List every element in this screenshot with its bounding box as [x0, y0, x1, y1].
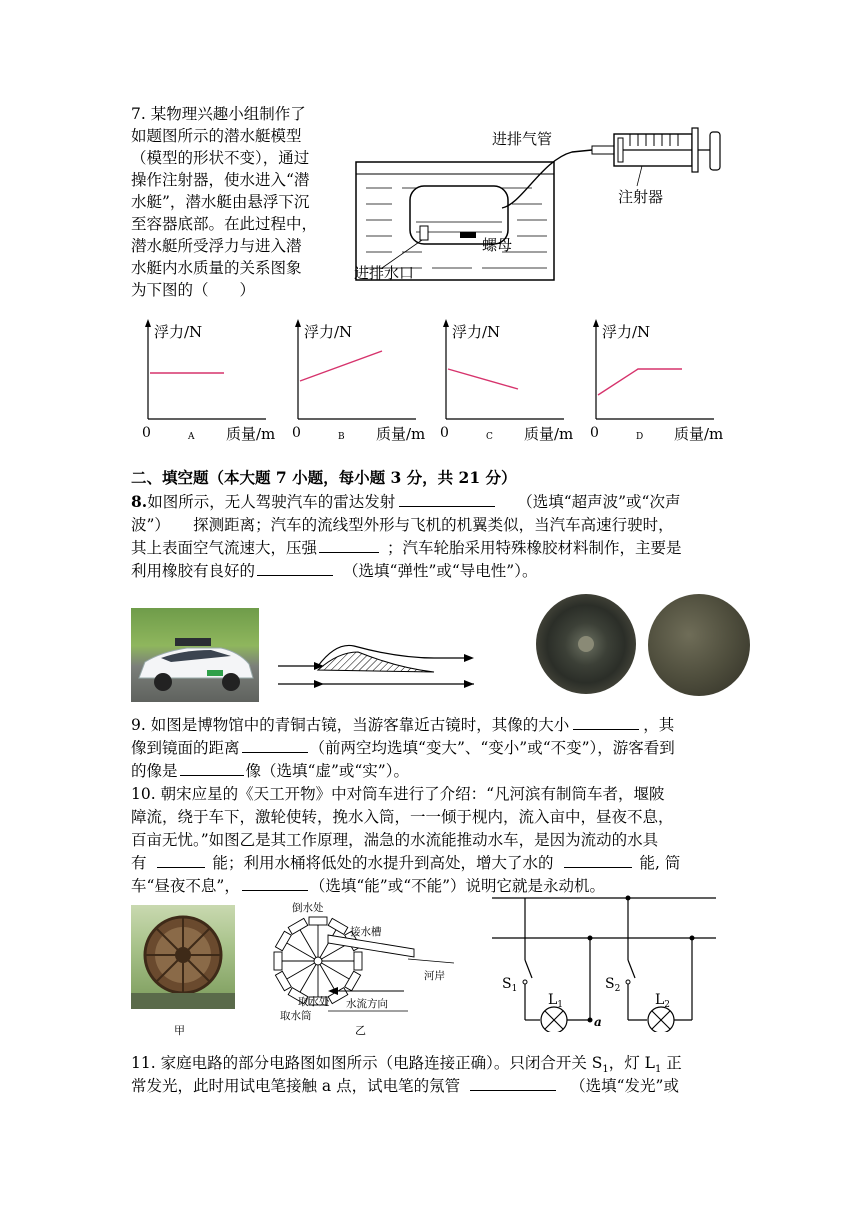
q9-blank-3[interactable] [180, 759, 244, 776]
label-bucket: 取水筒 [280, 1010, 312, 1022]
q7-line: 水艇”，潜水艇由悬浮下沉 [131, 193, 310, 211]
graph-A [142, 319, 275, 443]
q8-blank-3[interactable] [257, 559, 333, 576]
q8-text: 其上表面空气流速大，压强 [131, 539, 318, 557]
bronze-mirror-front [648, 594, 750, 696]
q11-text: 常发光，此时用试电笔接触 a 点，试电笔的氖管 [131, 1077, 461, 1095]
label-yi: 乙 [355, 1024, 366, 1037]
q9-line-3 [131, 759, 409, 781]
origin-label: 0 [292, 425, 301, 441]
water-trough [328, 935, 414, 957]
q9-text: 像到镜面的距离 [131, 739, 240, 757]
option-letter: C [486, 432, 493, 442]
y-axis-label: 浮力/N [304, 323, 353, 341]
q7-line: 潜水艇所受浮力与进入潜 [131, 237, 302, 255]
wheel-bucket [275, 971, 291, 991]
q9-blank-2[interactable] [242, 736, 308, 753]
label-point-a: a [594, 1015, 602, 1029]
q7-line: 水艇内水质量的关系图象 [131, 259, 302, 277]
bronze-mirror-back [536, 594, 636, 694]
question-7-text [131, 103, 351, 301]
label-port: 进排水口 [354, 264, 415, 282]
y-axis-label: 浮力/N [452, 323, 501, 341]
q9-text: 像（选填“虚”或“实”）。 [245, 762, 409, 780]
label-pour: 倒水处 [292, 902, 324, 914]
q8-line-1 [131, 490, 680, 512]
submarine-figure [352, 120, 732, 290]
label-s2: $S_2$ [605, 976, 621, 994]
syringe-nozzle [592, 146, 614, 154]
q8-line-3 [131, 536, 682, 558]
switch-1 [525, 960, 532, 978]
q10-line-1: 10. 朝宋应星的《天工开物》中对筒车进行了介绍：“凡河滨有制筒车者，堰陂 [131, 785, 665, 803]
q9-text: （前两空均选填“变大”、“变小”或“不变”），游客看到 [309, 739, 675, 757]
wheel-bucket [275, 931, 291, 951]
q11-sub: 1 [654, 1064, 662, 1076]
wheel-bucket [345, 971, 361, 991]
answer-graphs [130, 315, 730, 445]
x-axis-label: 质量/m [674, 425, 724, 443]
nut [460, 232, 476, 238]
buoyancy-curve [598, 369, 682, 395]
q9-text: ，其 [643, 716, 675, 734]
x-axis-label: 质量/m [376, 425, 426, 443]
q10-text: 有 [131, 854, 147, 872]
q10-line-4 [131, 851, 680, 873]
origin-label: 0 [590, 425, 599, 441]
q7-line: 操作注射器，使水进入“潜 [131, 171, 310, 189]
label-nut: 螺母 [482, 236, 513, 254]
wheel-bucket [354, 952, 362, 970]
label-syringe: 注射器 [618, 188, 664, 206]
plunger-handle [710, 132, 720, 170]
plunger-head [618, 138, 623, 162]
label-l2: $L_2$ [655, 992, 671, 1010]
q8-text: 利用橡胶有良好的 [131, 562, 256, 580]
label-flow: 水流方向 [346, 998, 388, 1010]
q8-text: （选填“超声波”或“次声 [517, 493, 681, 511]
buoyancy-curve [448, 369, 518, 389]
x-axis-label: 质量/m [226, 425, 276, 443]
q11-blank-1[interactable] [470, 1074, 556, 1091]
section-2-title: 二、填空题（本大题 7 小题，每小题 3 分，共 21 分） [131, 468, 517, 487]
q8-text: 如图所示，无人驾驶汽车的雷达发射 [147, 493, 396, 511]
q8-blank-2[interactable] [319, 536, 379, 553]
waterwheel-diagram [258, 895, 458, 1025]
graph-C [440, 319, 573, 443]
label-trough: 接水槽 [350, 926, 382, 938]
graphs-svg [130, 315, 730, 445]
q11-text: 正 [661, 1054, 682, 1072]
airfoil-diagram [278, 638, 480, 698]
graph-D [590, 319, 723, 443]
label-l1: $L_1$ [548, 992, 564, 1010]
waterwheel-photo [131, 905, 235, 1009]
q11-text: （选填“发光”或 [570, 1077, 679, 1095]
label-bank: 河岸 [424, 970, 445, 982]
x-axis-label: 质量/m [524, 425, 574, 443]
q8-text: ；汽车轮胎采用特殊橡胶材料制作，主要是 [387, 539, 682, 557]
switch-2 [628, 960, 635, 978]
q7-line: 7. 某物理兴趣小组制作了 [131, 105, 306, 123]
y-axis-label: 浮力/N [154, 323, 203, 341]
q10-blank-2[interactable] [564, 851, 632, 868]
q11-sub: 1 [602, 1064, 609, 1076]
q7-line: （模型的形状不变），通过 [131, 149, 310, 167]
q9-text: 9. 如图是博物馆中的青铜古镜，当游客靠近古镜时，其像的大小 [131, 716, 570, 734]
q10-line-3: 百亩无忧。”如图乙是其工作原理，湍急的水流能推动水车，是因为流动的水具 [131, 831, 659, 849]
origin-label: 0 [440, 425, 449, 441]
q11-line-2 [131, 1074, 679, 1096]
wheel-bucket [328, 918, 348, 934]
q8-number: 8. [131, 492, 148, 511]
q8-text: （选填“弹性”或“导电性”）。 [343, 562, 538, 580]
circuit-diagram [492, 892, 722, 1032]
label-take: 取水处 [298, 996, 330, 1008]
q9-line-1 [131, 713, 674, 735]
label-jia: 甲 [174, 1024, 185, 1037]
q7-line: 至容器底部。在此过程中， [131, 215, 318, 233]
q9-blank-1[interactable] [573, 713, 639, 730]
q8-blank-1[interactable] [399, 490, 495, 507]
q8-line-4 [131, 559, 537, 581]
self-driving-car-photo [131, 608, 259, 702]
wheel-bucket [288, 918, 308, 934]
water-port [420, 226, 428, 240]
q10-line-2: 障流，绕于车下，激轮使转，挽水入筒，一一倾于枧内，流入亩中，昼夜不息， [131, 808, 674, 826]
option-letter: D [636, 432, 644, 442]
buoyancy-curve [300, 351, 382, 381]
q10-blank-1[interactable] [157, 851, 205, 868]
q11-text: 11. 家庭电路的部分电路图如图所示（电路连接正确）。只闭合开关 S [131, 1054, 603, 1072]
q9-line-2 [131, 736, 675, 758]
label-s1: $S_1$ [502, 976, 518, 994]
wheel-bucket [274, 952, 282, 970]
q10-blank-3[interactable] [242, 874, 308, 891]
q7-line: 为下图的（ ） [131, 281, 256, 299]
q11-text: ，灯 L [608, 1054, 655, 1072]
air-pipe [502, 150, 592, 208]
label-pipe: 进排气管 [492, 130, 553, 148]
graph-B [292, 319, 425, 443]
option-letter: A [188, 432, 195, 442]
q10-text: 能；利用水桶将低处的水提升到高处，增大了水的 [212, 854, 554, 872]
q10-text: （选填“能”或“不能”）说明它就是永动机。 [309, 877, 606, 895]
q10-text: 车“昼夜不息”， [131, 877, 240, 895]
q7-line: 如题图所示的潜水艇模型 [131, 127, 302, 145]
y-axis-label: 浮力/N [602, 323, 651, 341]
syringe-flange [692, 128, 698, 172]
origin-label: 0 [142, 425, 151, 441]
wheel-bucket [309, 917, 327, 925]
option-letter: B [338, 432, 345, 442]
q11-line-1 [131, 1051, 682, 1075]
q10-text: 能, 筒 [639, 854, 681, 872]
q8-line-2: 波”） 探测距离；汽车的流线型外形与飞机的机翼类似，当汽车高速行驶时， [131, 516, 674, 534]
q9-text: 的像是 [131, 762, 178, 780]
